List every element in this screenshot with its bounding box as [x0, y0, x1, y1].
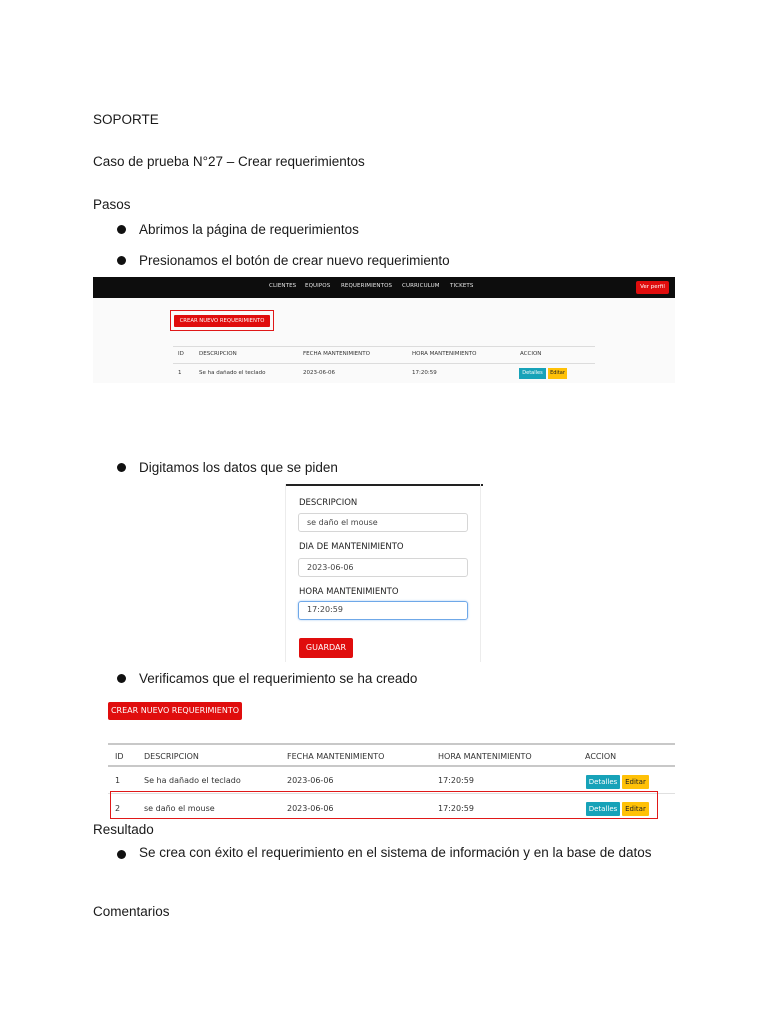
screenshot-result-list	[93, 697, 675, 822]
cell-descripcion: se daño el mouse	[144, 804, 215, 813]
dia-mantenimiento-input[interactable]: 2023-06-06	[298, 558, 468, 577]
bullet-icon	[117, 256, 126, 265]
cell-id: 1	[115, 776, 121, 785]
field-label-descripcion: DESCRIPCION	[299, 498, 358, 508]
highlight-frame	[110, 791, 658, 819]
table-top-border	[173, 346, 595, 347]
save-button[interactable]: GUARDAR	[299, 638, 353, 658]
step-2: Presionamos el botón de crear nuevo requerimiento	[139, 253, 450, 268]
table-header-border	[173, 363, 595, 364]
bullet-icon	[117, 674, 126, 683]
form-top-border	[285, 484, 483, 486]
nav-clientes[interactable]: CLIENTES	[269, 283, 297, 289]
nav-requerimientos[interactable]: REQUERIMIENTOS	[341, 283, 393, 289]
create-requirement-button[interactable]: CREAR NUEVO REQUERIMIENTO	[174, 315, 270, 327]
form-right-border	[480, 484, 481, 662]
edit-button[interactable]: Editar	[622, 775, 649, 789]
col-hora: HORA MANTENIMIENTO	[438, 752, 532, 761]
step-1: Abrimos la página de requerimientos	[139, 222, 359, 237]
col-hora: HORA MANTENIMIENTO	[412, 351, 477, 357]
section-title: SOPORTE	[93, 112, 159, 127]
hora-mantenimiento-input[interactable]: 17:20:59	[298, 601, 468, 620]
result-text: Se crea con éxito el requerimiento en el sistema de información y en la base de datos	[139, 845, 652, 860]
descripcion-input[interactable]: se daño el mouse	[298, 513, 468, 532]
col-accion: ACCION	[520, 351, 542, 357]
nav-curriculum[interactable]: CURRICULUM	[402, 283, 440, 289]
details-button[interactable]: Detalles	[519, 368, 546, 379]
result-heading: Resultado	[93, 822, 154, 837]
screenshot-requirements-list	[93, 277, 675, 383]
comments-heading: Comentarios	[93, 904, 170, 919]
cell-fecha: 2023-06-06	[287, 804, 334, 813]
cell-hora: 17:20:59	[438, 804, 474, 813]
col-id: ID	[115, 752, 124, 761]
col-fecha: FECHA MANTENIMIENTO	[303, 351, 370, 357]
details-button[interactable]: Detalles	[586, 775, 620, 789]
cell-fecha: 2023-06-06	[303, 370, 335, 376]
field-label-hora: HORA MANTENIMIENTO	[299, 587, 399, 597]
nav-tickets[interactable]: TICKETS	[450, 283, 474, 289]
col-descripcion: DESCRIPCION	[144, 752, 199, 761]
table-top-border	[108, 743, 675, 745]
steps-heading: Pasos	[93, 197, 131, 212]
cell-hora: 17:20:59	[412, 370, 437, 376]
create-requirement-button[interactable]: CREAR NUEVO REQUERIMIENTO	[108, 702, 242, 720]
cell-descripcion: Se ha dañado el teclado	[199, 370, 266, 376]
case-title: Caso de prueba N°27 – Crear requerimientos	[93, 154, 365, 169]
cell-hora: 17:20:59	[438, 776, 474, 785]
edit-button[interactable]: Editar	[548, 368, 567, 379]
col-descripcion: DESCRIPCION	[199, 351, 237, 357]
field-label-dia: DIA DE MANTENIMIENTO	[299, 542, 404, 552]
cell-descripcion: Se ha dañado el teclado	[144, 776, 241, 785]
bullet-icon	[117, 850, 126, 859]
profile-button[interactable]: Ver perfil	[636, 281, 669, 294]
col-accion: ACCION	[585, 752, 617, 761]
table-header-border	[108, 765, 675, 767]
navbar	[93, 277, 675, 298]
cell-id: 2	[115, 804, 121, 813]
step-3: Digitamos los datos que se piden	[139, 460, 338, 475]
details-button[interactable]: Detalles	[586, 802, 620, 816]
screenshot-form	[285, 484, 483, 662]
form-left-border	[285, 484, 286, 662]
cell-id: 1	[178, 370, 182, 376]
bullet-icon	[117, 463, 126, 472]
bullet-icon	[117, 225, 126, 234]
cell-fecha: 2023-06-06	[287, 776, 334, 785]
col-fecha: FECHA MANTENIMIENTO	[287, 752, 385, 761]
nav-equipos[interactable]: EQUIPOS	[305, 283, 331, 289]
edit-button[interactable]: Editar	[622, 802, 649, 816]
col-id: ID	[178, 351, 184, 357]
step-4: Verificamos que el requerimiento se ha creado	[139, 671, 418, 686]
